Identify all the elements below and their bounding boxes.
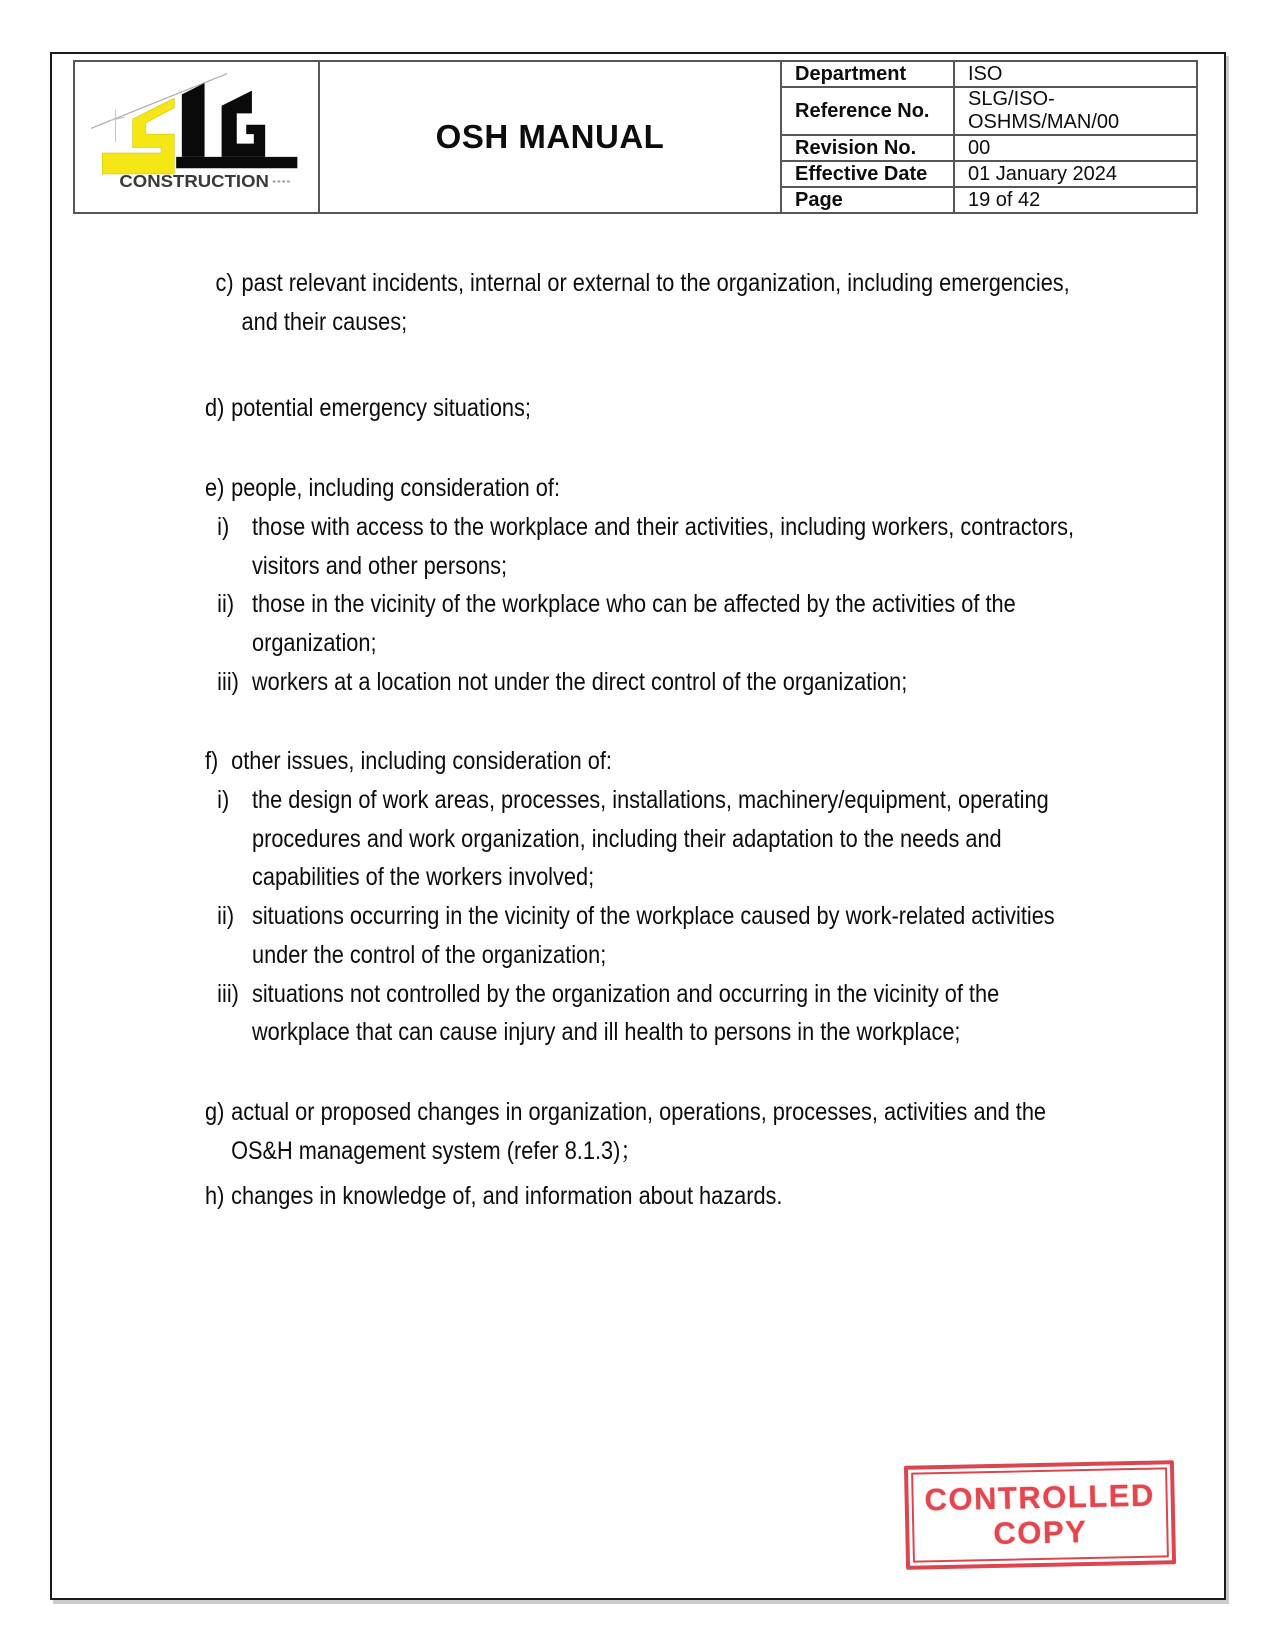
list-marker: ii)	[217, 902, 235, 931]
info-value: 01 January 2024	[968, 162, 1118, 185]
stamp-line2: COPY	[993, 1514, 1088, 1551]
list-item-f-ii	[217, 897, 1096, 974]
list-text: situations not controlled by the organization and occurring in the vicinity of the workplace that can cause injury and ill health to persons in the workplace;	[251, 979, 1000, 1047]
list-text: situations occurring in the vicinity of the workplace caused by work-related activities under the control of the organization;	[251, 902, 1055, 969]
list-marker: d)	[205, 394, 225, 423]
list-item-d	[205, 389, 1096, 428]
list-marker: f)	[205, 747, 219, 776]
list-marker: e)	[205, 474, 225, 503]
document-header	[73, 60, 1198, 214]
list-text: those in the vicinity of the workplace who can be affected by the activities of the organization;	[251, 590, 1016, 657]
list-marker: g)	[205, 1097, 225, 1126]
info-row-reference-no	[782, 88, 1196, 136]
company-logo	[75, 62, 320, 212]
logo-fineprint-mark	[272, 181, 289, 183]
info-value: 19 of 42	[968, 188, 1041, 211]
list-marker: h)	[205, 1182, 225, 1211]
list-item-e-i	[217, 508, 1096, 585]
info-label: Page	[782, 188, 955, 212]
info-label: Department	[782, 62, 955, 86]
list-item-g	[205, 1093, 1096, 1170]
list-text: those with access to the workplace and their activities, including workers, contractors, visitors and other persons;	[251, 512, 1075, 580]
list-marker: iii)	[217, 979, 239, 1008]
document-body	[205, 264, 1096, 1216]
info-value: 00	[968, 136, 991, 159]
logo-construction-label: CONSTRUCTION	[118, 171, 269, 192]
controlled-copy-stamp	[904, 1460, 1176, 1570]
list-text: changes in knowledge of, and information about hazards.	[231, 1182, 783, 1211]
list-item-f	[205, 742, 1096, 781]
stamp-line1: CONTROLLED	[924, 1477, 1156, 1518]
list-text: the design of work areas, processes, installations, machinery/equipment, operating procedures and work organization, including their adaptation to the needs and capabilities of the workers involved;	[251, 786, 1049, 892]
list-item-e	[205, 469, 1096, 508]
list-text: potential emergency situations;	[231, 394, 531, 423]
list-item-e-iii	[217, 663, 1096, 702]
slg-construction-logo-icon	[83, 66, 311, 208]
list-text: workers at a location not under the direct control of the organization;	[251, 667, 908, 696]
list-item-f-iii	[217, 975, 1096, 1052]
info-row-effective-date	[782, 162, 1196, 188]
list-marker: iii)	[217, 667, 239, 696]
list-text: past relevant incidents, internal or external to the organization, including emergencies, and their causes;	[241, 269, 1070, 336]
list-text: people, including consideration of:	[231, 474, 561, 503]
list-item-e-ii	[217, 585, 1096, 662]
info-row-page	[782, 188, 1196, 212]
document-info-table	[782, 62, 1196, 212]
list-item-f-i	[217, 781, 1096, 897]
list-text: other issues, including consideration of:	[231, 747, 612, 776]
info-value: SLG/ISO-OSHMS/MAN/00	[968, 88, 1120, 133]
list-marker: c)	[215, 269, 234, 297]
info-label: Effective Date	[782, 162, 955, 186]
document-title: OSH MANUAL	[320, 62, 782, 212]
info-value: ISO	[968, 62, 1003, 85]
list-item-c	[215, 264, 1095, 341]
info-label: Revision No.	[782, 136, 955, 160]
stamp-text	[924, 1478, 1156, 1553]
list-marker: ii)	[217, 590, 235, 619]
info-row-department	[782, 62, 1196, 88]
list-marker: i)	[217, 786, 230, 815]
info-row-revision-no	[782, 136, 1196, 162]
list-marker: i)	[217, 512, 230, 541]
list-item-h	[205, 1177, 1096, 1216]
list-text: actual or proposed changes in organization, operations, processes, activities and the OS&H management system (refer 8.1.3)；	[231, 1097, 1047, 1165]
info-label: Reference No.	[782, 88, 955, 134]
